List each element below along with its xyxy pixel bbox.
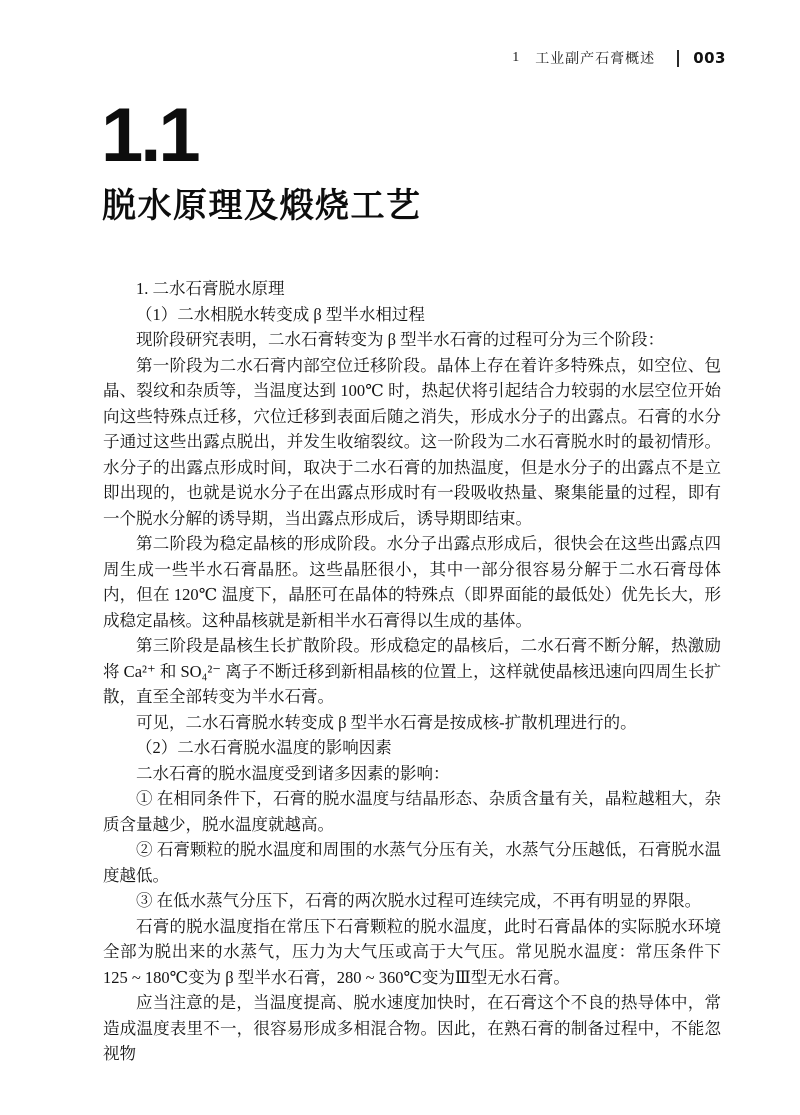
para-factor-1: ① 在相同条件下，石膏的脱水温度与结晶形态、杂质含量有关，晶粒越粗大，杂质含量越少，脱水温度就越高。 — [103, 789, 721, 834]
section-number: 1.1 — [101, 93, 198, 178]
para-factors-intro: 二水石膏的脱水温度受到诸多因素的影响： — [136, 763, 450, 783]
header-divider — [677, 50, 679, 67]
para-dehydration-temperature: 石膏的脱水温度指在常压下石膏颗粒的脱水温度，此时石膏晶体的实际脱水环境全部为脱出来的水蒸气，压力为大气压或高于大气压。常见脱水温度：常压条件下 125 ~ 180℃变为 β 型半水石膏，280 ~ 360℃变为Ⅲ型无水石膏。 — [103, 916, 721, 987]
chapter-title: 工业副产石膏概述 — [535, 52, 656, 67]
subheading-beta-hemihydrate-process: （1）二水相脱水转变成 β 型半水相过程 — [136, 304, 425, 324]
para-stage-two: 第二阶段为稳定晶核的形成阶段。水分子出露点形成后，很快会在这些出露点四周生成一些半水石膏晶胚。这些晶胚很小，其中一部分很容易分解于二水石膏母体内，但在 120℃ 温度下，晶胚可在晶体的特殊点（即界面能的最低处）优先长大，形成稳定晶核。这种晶核就是新相半水石膏得以生成的基体。 — [103, 534, 721, 630]
para-factor-2: ② 石膏颗粒的脱水温度和周围的水蒸气分压有关，水蒸气分压越低，石膏脱水温度越低。 — [103, 840, 721, 885]
para-stage-one: 第一阶段为二水石膏内部空位迁移阶段。晶体上存在着许多特殊点，如空位、包晶、裂纹和杂质等，当温度达到 100℃ 时，热起伏将引起结合力较弱的水层空位开始向这些特殊点迁移，穴位迁移到表面后随之消失，形成水分子的出露点。石膏的水分子通过这些出露点脱出，并发生收缩裂纹。这一阶段为二水石膏脱水时的最初情形。水分子的出露点形成时间，取决于二水石膏的加热温度，但是水分子的出露点不是立即出现的，也就是说水分子在出露点形成时有一段吸收热量、聚集能量的过程，即有一个脱水分解的诱导期，当出露点形成后，诱导期即结束。 — [103, 355, 721, 528]
body-text — [103, 276, 721, 1067]
para-factor-3: ③ 在低水蒸气分压下，石膏的两次脱水过程可连续完成，不再有明显的界限。 — [136, 891, 702, 910]
para-mechanism-conclusion: 可见，二水石膏脱水转变成 β 型半水石膏是按成核-扩散机理进行的。 — [136, 712, 637, 732]
running-header — [512, 48, 726, 68]
para-three-stages-intro: 现阶段研究表明，二水石膏转变为 β 型半水石膏的过程可分为三个阶段： — [136, 330, 665, 349]
para-stage-three: 第三阶段是晶核生长扩散阶段。形成稳定的晶核后，二水石膏不断分解，热激励将 Ca²⁺ 和 SO₄²⁻ 离子不断迁移到新相晶核的位置上，这样就使晶核迅速向四周生长扩散，直至全部转变为半水石膏。 — [103, 636, 721, 706]
section-title: 脱水原理及煅烧工艺 — [102, 186, 422, 226]
page-number: 003 — [693, 49, 726, 67]
chapter-number: 1 — [512, 50, 520, 65]
subsection-heading-dehydration-principle: 1. 二水石膏脱水原理 — [136, 279, 285, 298]
subheading-temperature-factors: （2）二水石膏脱水温度的影响因素 — [136, 738, 392, 757]
para-note-multiphase-mixture: 应当注意的是，当温度提高、脱水速度加快时，在石膏这个不良的热导体中，常造成温度表里不一，很容易形成多相混合物。因此，在熟石膏的制备过程中，不能忽视物 — [103, 993, 721, 1063]
